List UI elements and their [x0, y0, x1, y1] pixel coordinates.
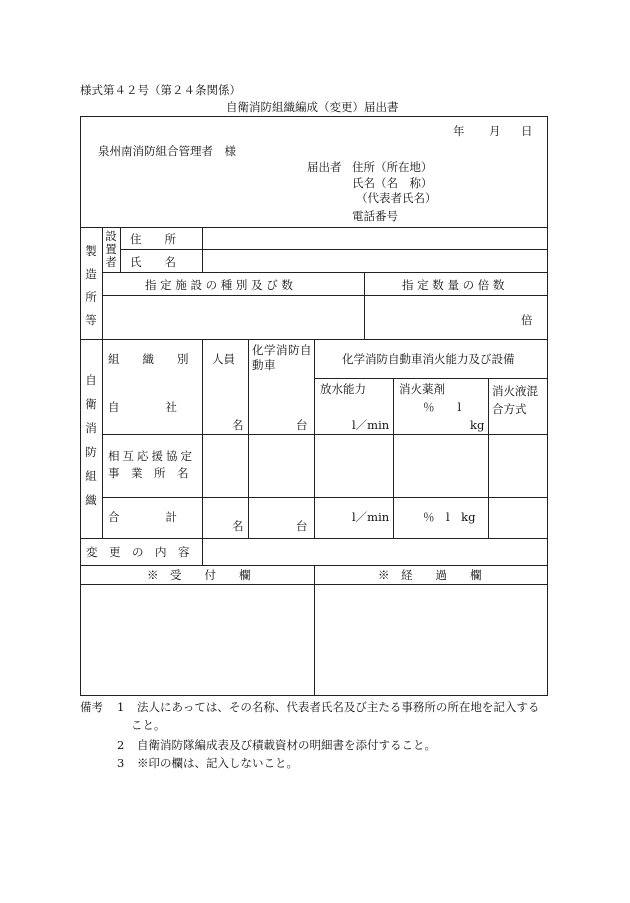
row-own-company: 自 社 [108, 400, 177, 414]
name-label: 氏 名 [130, 255, 176, 269]
multiple-unit: 倍 [521, 313, 533, 327]
installer-label: 設 置 者 [105, 229, 117, 269]
form-number: 様式第４２号（第２４条関係） [80, 83, 241, 97]
notifier-label: 届出者 [307, 160, 342, 174]
row-mutual-aid-1: 相互応援協定 [108, 449, 195, 463]
form-title: 自衛消防組織編成（変更）届出書 [226, 100, 399, 114]
col-org-type: 組 織 別 [108, 352, 189, 366]
note-3-number: 3 [117, 756, 125, 770]
total-discharge-unit: l／min [352, 510, 390, 524]
total-agent-units: ％ l kg [423, 510, 476, 524]
progress-label: ※ 経 過 欄 [378, 568, 482, 582]
note-2-number: 2 [117, 738, 125, 752]
note-1-text: 法人にあっては、その名称、代表者氏名及び主たる事務所の所在地を記入する [137, 700, 540, 714]
sub-agent: 消火薬剤 [399, 382, 445, 396]
own-discharge-unit: l／min [352, 418, 390, 432]
date-day: 日 [521, 124, 533, 138]
col-chemical-truck: 化学消防自動車 [252, 343, 312, 372]
own-people-unit: 名 [232, 418, 244, 432]
facility-side-label: 製 造 所 等 [85, 244, 97, 327]
notifier-name: 氏名（名 称） [352, 176, 433, 190]
row-mutual-aid-2: 事 業 所 名 [108, 466, 189, 480]
date-year: 年 [453, 124, 465, 138]
sub-mixing: 消火液混合方式 [492, 384, 538, 416]
notifier-representative: （代表者氏名） [356, 191, 437, 205]
addressee: 泉州南消防組合管理者 様 [98, 144, 236, 158]
sub-discharge: 放水能力 [320, 382, 366, 396]
designated-multiple-label: 指 定 数 量 の 倍 数 [402, 278, 505, 292]
col-capacity: 化学消防自動車消火能力及び設備 [342, 352, 515, 366]
note-3-text: ※印の欄は、記入しないこと。 [137, 756, 298, 770]
note-2-text: 自衛消防隊編成表及び積載資材の明細書を添付すること。 [137, 738, 436, 752]
note-1-number: 1 [117, 700, 125, 714]
note-1-continuation: こと。 [131, 718, 166, 732]
own-agent-kg: kg [470, 418, 485, 432]
address-label: 住 所 [130, 232, 176, 246]
notes-label: 備考 [80, 700, 103, 714]
reception-label: ※ 受 付 欄 [147, 568, 251, 582]
notifier-phone: 電話番号 [352, 209, 398, 223]
total-people-unit: 名 [232, 519, 244, 533]
row-total: 合 計 [108, 510, 177, 524]
col-staff: 人員 [212, 352, 235, 366]
date-month: 月 [489, 124, 501, 138]
notifier-address: 住所（所在地） [352, 160, 433, 174]
changes-label: 変 更 の 内 容 [86, 545, 190, 559]
total-truck-unit: 台 [296, 519, 308, 533]
org-side-label: 自 衛 消 防 組 織 [85, 373, 97, 507]
facility-type-count-label: 指 定 施 設 の 種 別 及 び 数 [145, 278, 293, 292]
own-truck-unit: 台 [296, 418, 308, 432]
own-agent-units: ％ l [423, 400, 462, 414]
